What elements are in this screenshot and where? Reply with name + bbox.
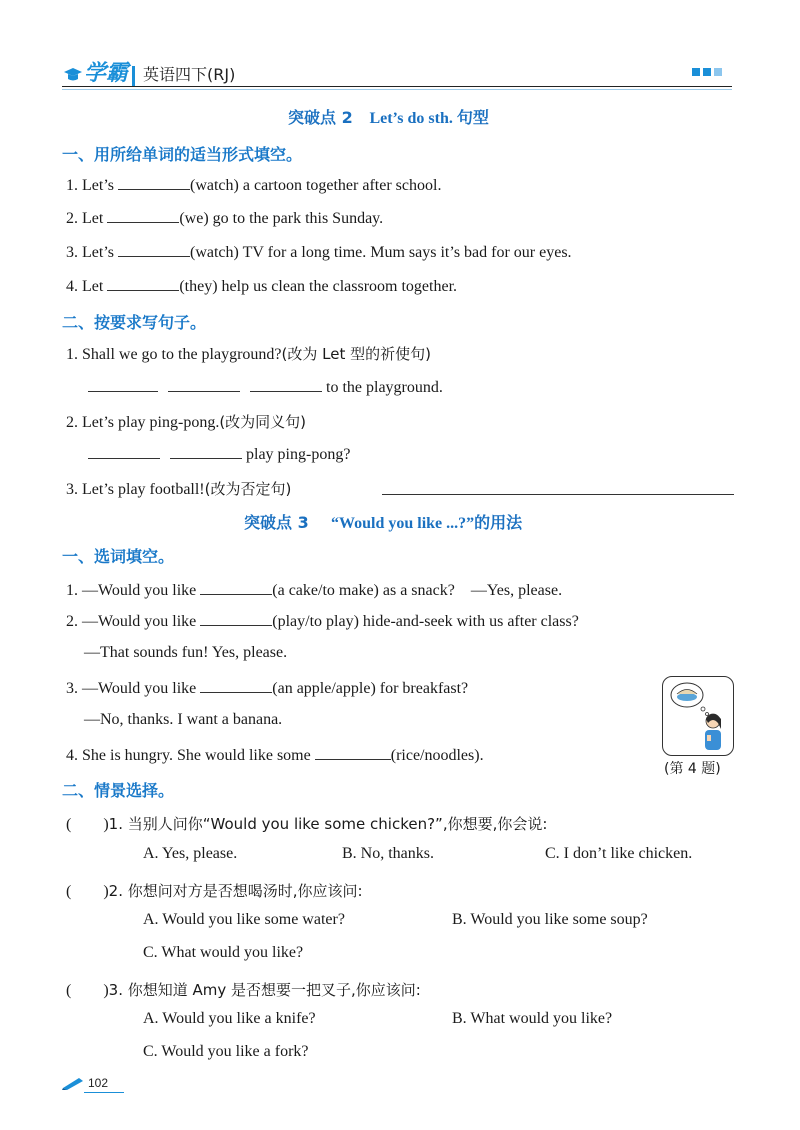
- question-line: [66, 577, 562, 600]
- answer-blank[interactable]: [200, 611, 272, 626]
- illustration-girl-hungry: [662, 676, 734, 756]
- option-c: C. What would you like?: [143, 944, 304, 961]
- question-number: 4.: [66, 278, 78, 295]
- header-square: [703, 68, 711, 76]
- question-number: 2.: [66, 210, 78, 227]
- question-text: (watch) a cartoon together after school.: [190, 177, 442, 194]
- section-title-cn: 突破点 3: [244, 513, 309, 532]
- girl-illustration-icon: [663, 677, 733, 755]
- choice-question: [66, 878, 363, 901]
- header-logo: [62, 56, 235, 86]
- question-text: Let’s: [82, 177, 114, 194]
- header-rule: [62, 86, 732, 87]
- answer-blank[interactable]: [168, 377, 240, 392]
- page-footer: [62, 1074, 108, 1092]
- question-line: [66, 678, 468, 698]
- option-c: C. Would you like a fork?: [143, 1043, 309, 1060]
- logo-divider: [132, 66, 135, 86]
- answer-blank[interactable]: [88, 444, 160, 459]
- question-stem: 1. 当别人问你“Would you like some chicken?”,你想要,你会说:: [108, 815, 548, 833]
- option-a: A. Would you like a knife?: [143, 1010, 316, 1027]
- answer-blank[interactable]: [107, 276, 179, 291]
- question-line: [66, 242, 572, 262]
- exercise-heading: 二、按要求写句子。: [62, 313, 207, 332]
- question-stem: 3. 你想知道 Amy 是否想要一把叉子,你应该问:: [108, 981, 421, 999]
- answer-paren[interactable]: ( ): [66, 883, 109, 900]
- option-a: A. Yes, please.: [143, 845, 238, 862]
- exercise-heading: 二、情景选择。: [62, 781, 175, 800]
- question-text: (a cake/to make) as a snack? —Yes, please.: [272, 582, 563, 599]
- question-line: [66, 478, 291, 499]
- exercise-heading: 一、用所给单词的适当形式填空。: [62, 145, 303, 164]
- answer-blank[interactable]: [315, 745, 391, 760]
- reply-line: —No, thanks. I want a banana.: [84, 711, 283, 728]
- question-text: Let’s: [82, 244, 114, 261]
- answer-paren[interactable]: ( ): [66, 816, 109, 833]
- question-line: [66, 276, 457, 296]
- question-note: (改为同义句): [219, 413, 307, 431]
- answer-tail: play ping-pong?: [246, 446, 351, 463]
- answer-blank[interactable]: [107, 208, 179, 223]
- question-note: (改为否定句): [204, 480, 292, 498]
- answer-blank[interactable]: [118, 242, 190, 257]
- question-text: 2. —Would you like: [66, 613, 197, 630]
- answer-blank[interactable]: [170, 444, 242, 459]
- question-line: [66, 343, 431, 364]
- question-text: 3. —Would you like: [66, 680, 197, 697]
- option-b: B. Would you like some soup?: [452, 911, 648, 928]
- reply-line: —That sounds fun! Yes, please.: [84, 644, 288, 661]
- question-note: (改为 Let 型的祈使句): [281, 345, 431, 363]
- answer-line: [88, 444, 350, 464]
- answer-line: [88, 377, 443, 397]
- question-line: [66, 208, 383, 228]
- answer-blank[interactable]: [118, 175, 190, 190]
- answer-blank[interactable]: [88, 377, 158, 392]
- question-text: (they) help us clean the classroom together.: [179, 278, 458, 295]
- option-a: A. Would you like some water?: [143, 911, 345, 928]
- answer-tail: to the playground.: [326, 379, 443, 396]
- question-text: (watch) TV for a long time. Mum says it’s bad for our eyes.: [190, 244, 572, 261]
- option-b: B. What would you like?: [452, 1010, 613, 1027]
- answer-blank[interactable]: [250, 377, 322, 392]
- question-text: Let: [82, 278, 104, 295]
- answer-blank[interactable]: [200, 678, 272, 693]
- graduation-cap-icon: [62, 65, 84, 87]
- question-number: 3.: [66, 244, 78, 261]
- question-text: (rice/noodles).: [390, 747, 484, 764]
- page-number: 102: [88, 1076, 109, 1090]
- answer-blank[interactable]: [200, 580, 272, 595]
- section-title-en: Let’s do sth. 句型: [369, 110, 489, 127]
- pencil-icon: [62, 1076, 84, 1090]
- header-square: [692, 68, 700, 76]
- answer-paren[interactable]: ( ): [66, 982, 109, 999]
- question-line: [66, 745, 484, 765]
- header-square: [714, 68, 722, 76]
- question-text: (play/to play) hide-and-seek with us after class?: [272, 613, 579, 630]
- question-text: 1. —Would you like: [66, 582, 197, 599]
- section-title-part2: [288, 105, 489, 128]
- question-line: [66, 175, 441, 195]
- question-line: [66, 611, 579, 631]
- logo-text: 学霸: [84, 61, 129, 86]
- question-text: 4. She is hungry. She would like some: [66, 747, 311, 764]
- header-rule-light: [62, 89, 732, 90]
- question-line: [66, 411, 306, 432]
- option-b: B. No, thanks.: [342, 845, 434, 862]
- choice-question: [66, 811, 547, 834]
- footer-rule: [84, 1092, 124, 1093]
- section-title-en: “Would you like ...?”的用法: [331, 515, 523, 532]
- question-text: (we) go to the park this Sunday.: [179, 210, 384, 227]
- question-text: 3. Let’s play football!: [66, 481, 205, 498]
- question-number: 1.: [66, 177, 78, 194]
- exercise-heading: 一、选词填空。: [62, 547, 175, 566]
- picture-caption: (第 4 题): [664, 761, 721, 777]
- question-text: 2. Let’s play ping-pong.: [66, 414, 220, 431]
- option-c: C. I don’t like chicken.: [545, 845, 693, 862]
- answer-long-blank[interactable]: [382, 494, 734, 495]
- question-text: Let: [82, 210, 104, 227]
- section-title-part3: [244, 510, 522, 533]
- book-title: 英语四下(RJ): [143, 65, 236, 84]
- question-text: 1. Shall we go to the playground?: [66, 346, 282, 363]
- question-text: (an apple/apple) for breakfast?: [272, 680, 469, 697]
- choice-question: [66, 977, 421, 1000]
- question-stem: 2. 你想问对方是否想喝汤时,你应该问:: [108, 882, 363, 900]
- section-title-cn: 突破点 2: [288, 108, 353, 127]
